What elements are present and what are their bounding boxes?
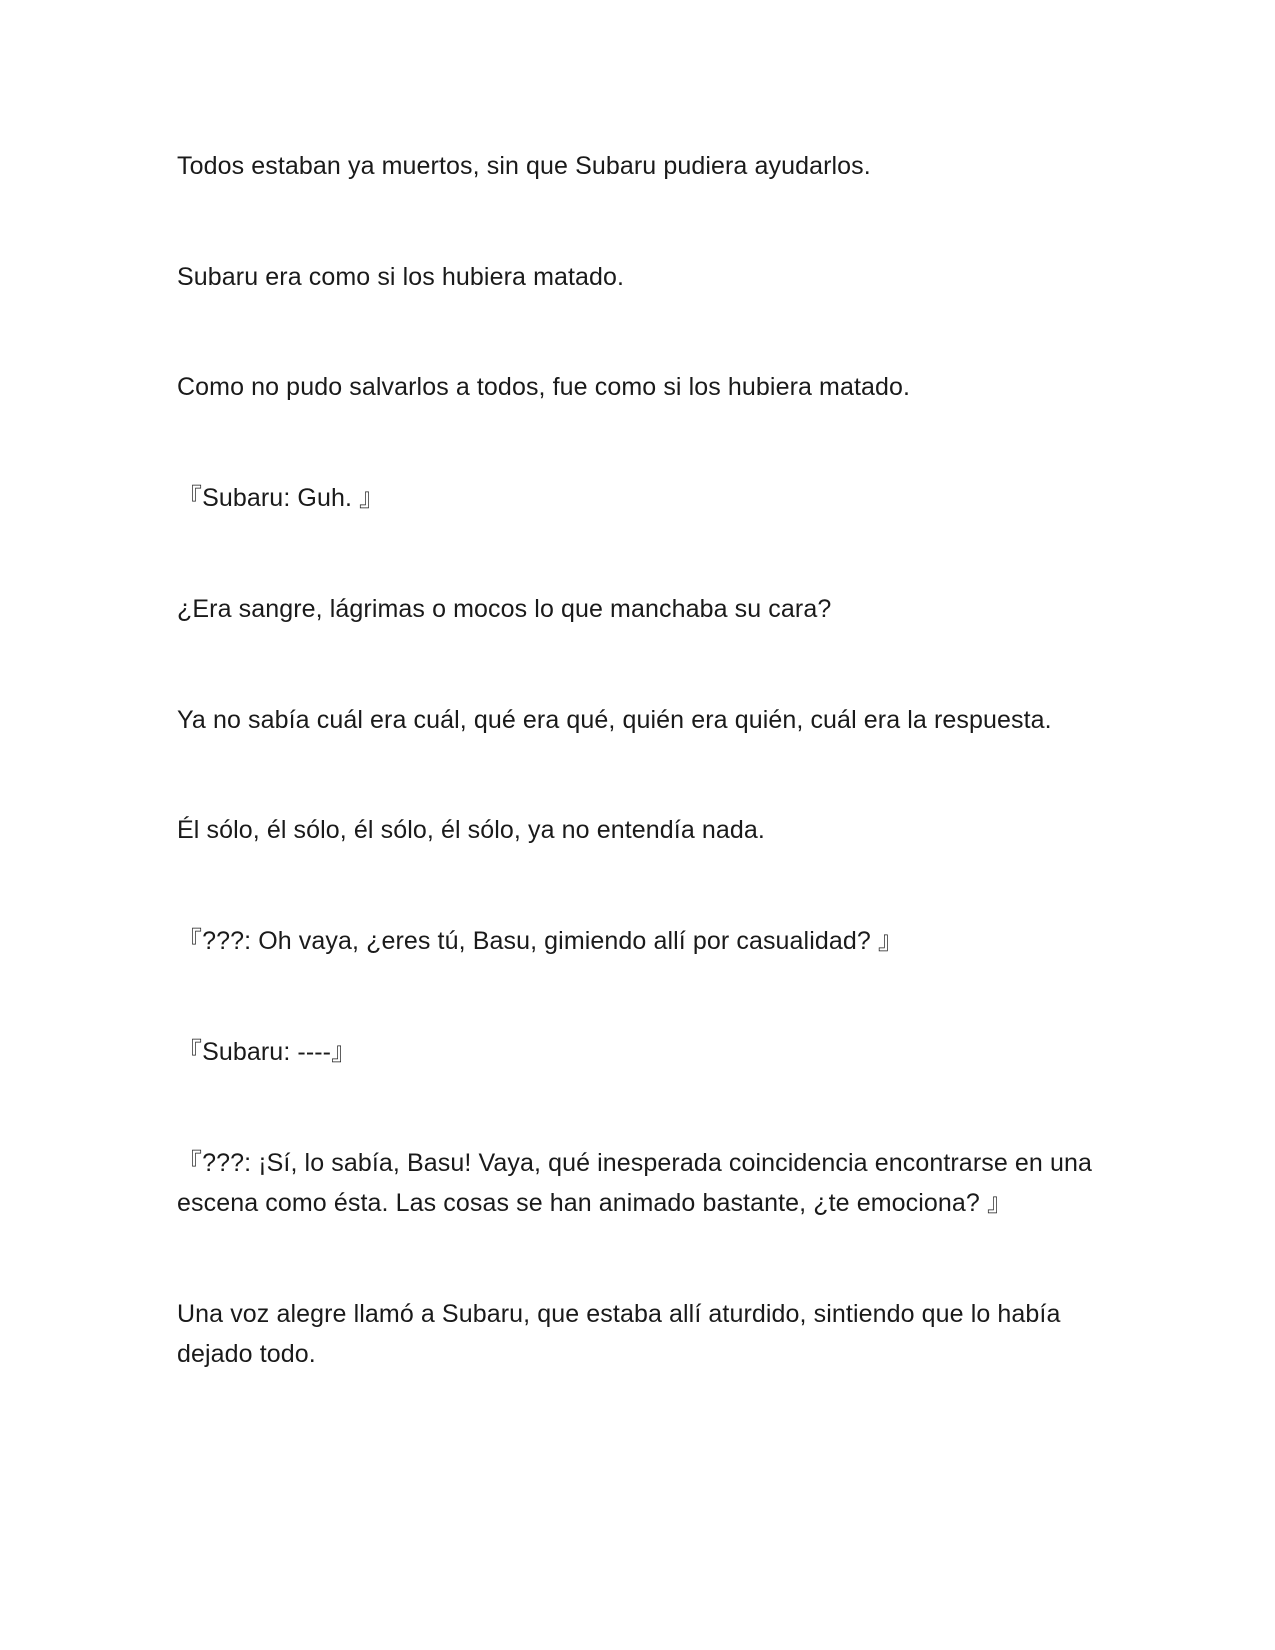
paragraph: Una voz alegre llamó a Subaru, que estaba allí aturdido, sintiendo que lo había dejado todo. xyxy=(177,1300,1061,1368)
paragraph: Como no pudo salvarlos a todos, fue como si los hubiera matado. xyxy=(177,373,911,401)
dialogue-line: 『???: ¡Sí, lo sabía, Basu! Vaya, qué inesperada coincidencia encontrarse en una escena como ésta. Las cosas se han animado bastante, ¿te emociona? 』 xyxy=(177,1149,1092,1217)
paragraph: Subaru era como si los hubiera matado. xyxy=(177,263,625,291)
paragraph: Todos estaban ya muertos, sin que Subaru pudiera ayudarlos. xyxy=(177,152,871,180)
dialogue-line: 『Subaru: ----』 xyxy=(177,1038,357,1066)
dialogue-line: 『Subaru: Guh. 』 xyxy=(177,484,385,512)
paragraph: Ya no sabía cuál era cuál, qué era qué, quién era quién, cuál era la respuesta. xyxy=(177,706,1052,734)
paragraph: ¿Era sangre, lágrimas o mocos lo que manchaba su cara? xyxy=(177,595,832,623)
dialogue-line: 『???: Oh vaya, ¿eres tú, Basu, gimiendo allí por casualidad? 』 xyxy=(177,927,904,955)
paragraph: Él sólo, él sólo, él sólo, él sólo, ya no entendía nada. xyxy=(177,816,765,844)
